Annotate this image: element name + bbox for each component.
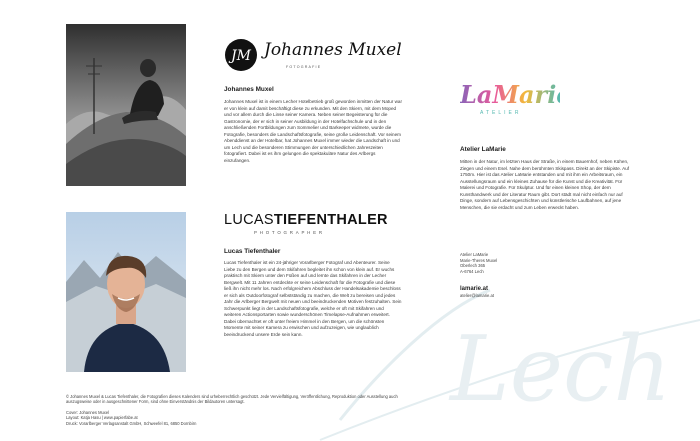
lucas-logo-sub: PHOTOGRAPHER bbox=[254, 230, 325, 235]
johannes-bio: Johannes Muxel ist in einem Lecher Hotelbetrieb groß geworden inmitten der Natur war er von klein auf damit beschäftigt diese zu erkunden. Mit den Skiern, mit dem Moped und vor allem durch die Linse seiner Kamera. Neben seiner Begeisterung für die Gastronomie, der er sich in seiner Ausbildung in der Hotelfachschule und in den anschließenden Fortbildungen zum Sommelier und Barkeeper widmete, wurde die Fotografie, besonders die Landschaftsfotografie, seine große Leidenschaft. Vor seinem Abenddienst an der Hotelbar, hat Johannes Muxel immer wieder die Landschaft in und um Lech und die besonderen Stimmungen der unterschiedlichen Jahreszeiten fotografiert. Dabei ist es ihm gelungen die spektakuläre Natur des Arlbergs einzufangen. bbox=[224, 99, 402, 163]
lamarie-email-link[interactable]: atelier@lamarie.at bbox=[460, 293, 495, 298]
johannes-photo bbox=[66, 24, 186, 186]
lucas-photo bbox=[66, 212, 186, 372]
footer-credit-line: Druck: Vorarlberger Verlagsanstalt GmbH, Schweefel 81, 6850 Dornbirn bbox=[66, 420, 197, 426]
lucas-logo-bold: TIEFENTHALER bbox=[273, 212, 388, 228]
lucas-bio: Lucas Tiefenthaler ist ein 24-jähriger Vorarlberger Fotograf und Abenteurer. Seine Liebe zu den Bergen und dem Skifahren begleitet ihn schon von klein auf. Er wuchs praktisch mit Skiern unter den Füßen auf und lernte das Skifahren in der Lecher Bergwelt. Mit 11 Jahren entdeckte er seine Leidenschaft für die Fotografie und diese ließ ihn nicht mehr los. Nach erfolgreichem Abschluss der Handelsakademie beschloss er sich als Outdoorfotograf selbstständig zu machen, die Welt zu bereisen und jedes Jahr die Arlberger Bergwelt mit neuen und beeindruckenden Motiven festzuhalten. Sein Schwerpunkt liegt in der Landschaftsfotografie, welche er oft mit Skifahren und weiteren Actionsportarten sowie wunderschönen Timelapse-Aufnahmen erweitert. Dabei übernachtet er oft unter freiem Himmel in den Bergen, um die schönsten Momente mit seiner Kamera zu erwischen und aufzuzeigen, wie unglaublich beeindruckend unsere Erde sein kann. bbox=[224, 260, 402, 337]
lucas-logo bbox=[224, 212, 388, 240]
lamarie-logo bbox=[460, 80, 572, 124]
lamarie-logo-sub: ATELIER bbox=[480, 110, 522, 116]
address-line: A-6764 Lech bbox=[460, 268, 484, 274]
address-line: Oberlech 365 bbox=[460, 263, 486, 269]
johannes-logo bbox=[224, 38, 402, 72]
lucas-logo-light: LUCAS bbox=[224, 212, 274, 228]
johannes-signature: Johannes Muxel bbox=[264, 40, 402, 60]
lamarie-address bbox=[460, 252, 610, 274]
footer-credit-line: Cover: Johannes Muxel bbox=[66, 409, 110, 415]
address-line: Marie-Theres Muxel bbox=[460, 257, 498, 263]
svg-text:JM: JM bbox=[231, 48, 251, 64]
lamarie-logo-text: LaMarie bbox=[460, 80, 572, 109]
address-line: Atelier LaMarie bbox=[460, 252, 489, 257]
lamarie-heading: Atelier LaMarie bbox=[460, 146, 506, 153]
johannes-name: Johannes Muxel bbox=[224, 86, 274, 93]
lamarie-bio: Mitten in der Natur, im letzten Haus der Straße, in einem Bauernhof, neben Kühen, Ziegen und einem Esel. Nahe dem berühmten Skispass. Direkt an der Skipiste. Auf 1750m. Hier ist das Atelier LaMarie entstanden und mit ihm ein Arbeitsraum, ein Ausstellungsraum und ein kleines Zuhause für die Kunst und die Kreativität. Für Malerei und Fotografie. Für Skulptur. Und für einen kleinen Shop, der dem Kunsthandwerk und der Literatur Raum gibt. Dort städt mal nicht einfach nur auf Dinge, sondern auf Lebensgeschichten und künstlerische Laufbahnen, auf jene Menschen, die sie erdacht und zum Leben erweckt haben. bbox=[460, 159, 630, 210]
lamarie-website-link[interactable]: lamarie.at bbox=[460, 286, 489, 292]
johannes-signature-sub: FOTOGRAFIE bbox=[286, 65, 322, 69]
lucas-name: Lucas Tiefenthaler bbox=[224, 248, 281, 255]
jm-monogram-icon bbox=[224, 38, 258, 72]
footer-copyright: © Johannes Muxel & Lucas Tiefenthaler, die Fotografien dieses Kalenders sind urheberrechtlich geschützt. Jede Vervielfältigung, Veröffentlichung, Reproduktion oder Ausstellung auch auszugsweise oder in ausgeschnittener Form, sind ohne Einverständnis der Bildautoren untersagt. bbox=[66, 394, 398, 405]
watermark-text: Lech bbox=[450, 317, 672, 422]
footer-credit-line: Layout: Katja Hasu | www.papierfabe.at bbox=[66, 415, 138, 421]
